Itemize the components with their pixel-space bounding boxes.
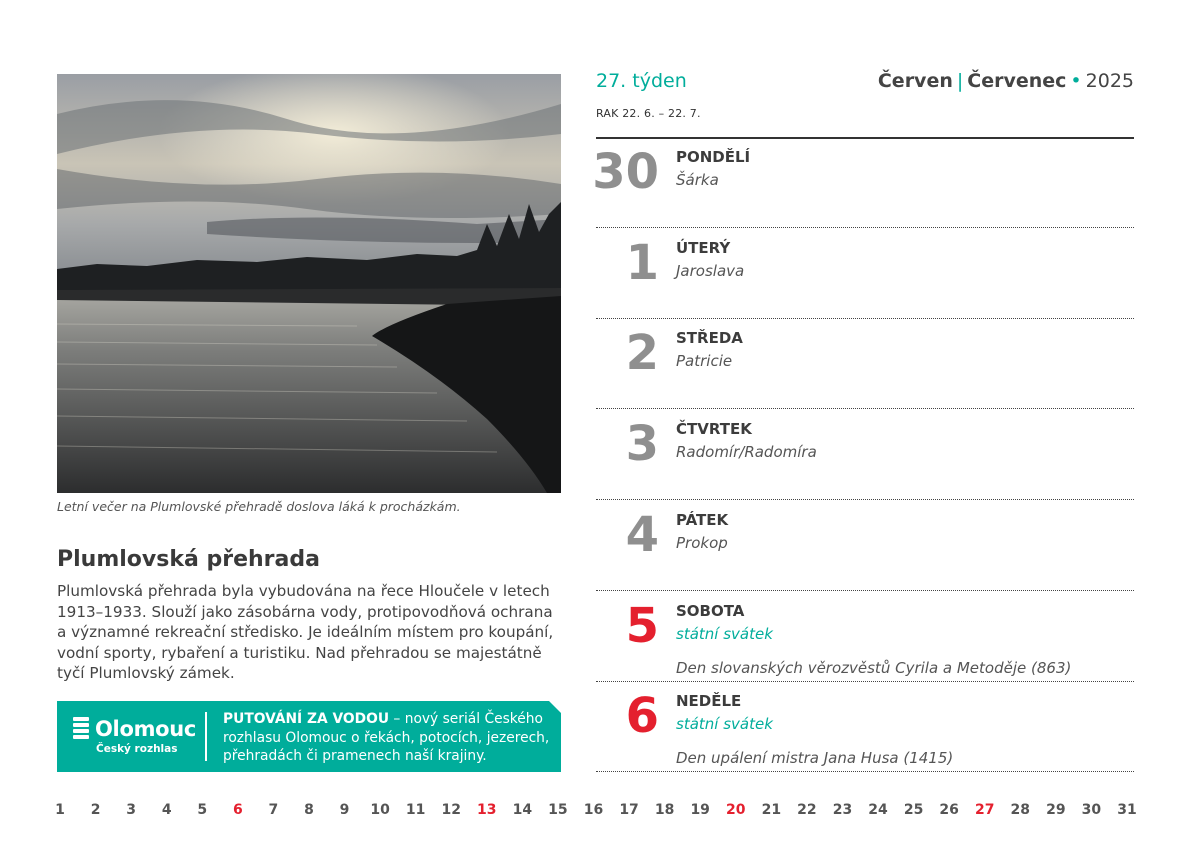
- weekday-name: PONDĚLÍ: [676, 148, 751, 166]
- strip-day: 15: [548, 802, 568, 818]
- day-number: 5: [625, 597, 659, 654]
- logo-subtitle: Český rozhlas: [96, 743, 178, 755]
- strip-day: 27: [974, 802, 995, 818]
- strip-day: 29: [1046, 802, 1066, 818]
- day-number: 2: [625, 325, 659, 382]
- day-number: 4: [625, 506, 659, 563]
- radio-banner[interactable]: [57, 701, 561, 772]
- day-divider: [596, 771, 1134, 772]
- article-title: Plumlovská přehrada: [57, 547, 320, 572]
- strip-day: 12: [441, 802, 461, 818]
- weekday-name: SOBOTA: [676, 601, 745, 620]
- strip-day: 5: [197, 802, 208, 818]
- day-row: [596, 592, 1134, 682]
- week-number: 27. týden: [596, 70, 687, 92]
- banner-headline: PUTOVÁNÍ ZA VODOU: [223, 711, 390, 727]
- zodiac-range: RAK 22. 6. – 22. 7.: [596, 107, 701, 120]
- strip-day: 4: [161, 802, 172, 818]
- lake-photo: [57, 74, 561, 493]
- banner-text: [223, 710, 553, 766]
- weekday-name: ČTVRTEK: [676, 420, 752, 439]
- day-row: [596, 501, 1134, 591]
- name-day: Radomír/Radomíra: [676, 443, 817, 462]
- strip-day: 2: [90, 802, 101, 818]
- photo-caption: Letní večer na Plumlovské přehradě doslova láká k procházkám.: [57, 499, 461, 514]
- strip-day: 26: [939, 802, 959, 818]
- month-current: Červen: [877, 70, 953, 92]
- day-row: [596, 682, 1134, 772]
- strip-day: 31: [1117, 802, 1137, 818]
- strip-day: 6: [232, 802, 243, 818]
- strip-day: 19: [690, 802, 710, 818]
- year: 2025: [1085, 70, 1134, 92]
- day-number: 3: [625, 416, 659, 473]
- strip-day: 21: [761, 802, 782, 818]
- month-next: Červenec: [967, 70, 1067, 92]
- name-day: Šárka: [676, 171, 719, 189]
- lake-sunset-illustration: [57, 74, 561, 493]
- strip-day: 1: [55, 802, 65, 818]
- strip-day: 8: [304, 802, 314, 818]
- strip-day: 25: [903, 802, 924, 818]
- weekday-name: NEDĚLE: [676, 692, 742, 711]
- strip-day: 18: [654, 802, 675, 818]
- day-row: [596, 410, 1134, 500]
- day-number: 30: [592, 144, 659, 200]
- banner-description: – nový seriál Českého rozhlasu Olomouc o řekách, potocích, jezerech, přehradách či pramenech naší krajiny.: [223, 711, 550, 764]
- weekday-name: ÚTERÝ: [676, 238, 731, 257]
- month-separator: |: [956, 70, 964, 92]
- strip-day: 23: [832, 802, 853, 818]
- holiday-note: Den upálení mistra Jana Husa (1415): [676, 749, 954, 768]
- strip-day: 20: [726, 802, 746, 818]
- strip-day: 22: [797, 802, 817, 818]
- day-row: [592, 138, 1134, 228]
- strip-day: 3: [126, 802, 136, 818]
- strip-day: 30: [1081, 802, 1102, 818]
- strip-day: 9: [339, 802, 350, 818]
- banner-divider: [205, 712, 207, 761]
- day-number: 1: [625, 234, 659, 291]
- strip-day: 7: [268, 802, 279, 818]
- strip-day: 28: [1010, 802, 1031, 818]
- strip-day: 11: [405, 802, 426, 818]
- month-day-strip: [0, 802, 1190, 822]
- holiday-label: státní svátek: [676, 715, 773, 734]
- strip-day: 17: [619, 802, 639, 818]
- weekday-name: PÁTEK: [676, 510, 729, 529]
- strip-day: 10: [370, 802, 390, 818]
- month-header: [878, 70, 1134, 92]
- strip-day: 14: [512, 802, 533, 818]
- radio-logo-icon: [73, 717, 89, 739]
- strip-day: 24: [868, 802, 888, 818]
- name-day: Jaroslava: [676, 261, 745, 280]
- name-day: Patricie: [676, 352, 733, 371]
- strip-day: 13: [477, 802, 497, 818]
- day-row: [596, 229, 1134, 319]
- day-number: 6: [625, 688, 659, 745]
- holiday-label: státní svátek: [676, 624, 773, 643]
- article-body: Plumlovská přehrada byla vybudována na řece Hloučele v letech 1913–1933. Slouží jako zásobárna vody, protipovodňová ochrana a významné rekreační středisko. Je ideálním místem pro koupání, vodní sporty, rybaření a turistiku. Nad přehradou se majestátně tyčí Plumlovský zámek.: [57, 582, 554, 682]
- holiday-note: Den slovanských věrozvěstů Cyrila a Metoděje (863): [676, 658, 1072, 677]
- logo-city: Olomouc: [95, 717, 197, 741]
- strip-day: 16: [583, 802, 604, 818]
- name-day: Prokop: [676, 533, 728, 552]
- weekday-name: STŘEDA: [676, 329, 743, 348]
- year-dot: •: [1070, 70, 1082, 92]
- day-row: [596, 319, 1134, 409]
